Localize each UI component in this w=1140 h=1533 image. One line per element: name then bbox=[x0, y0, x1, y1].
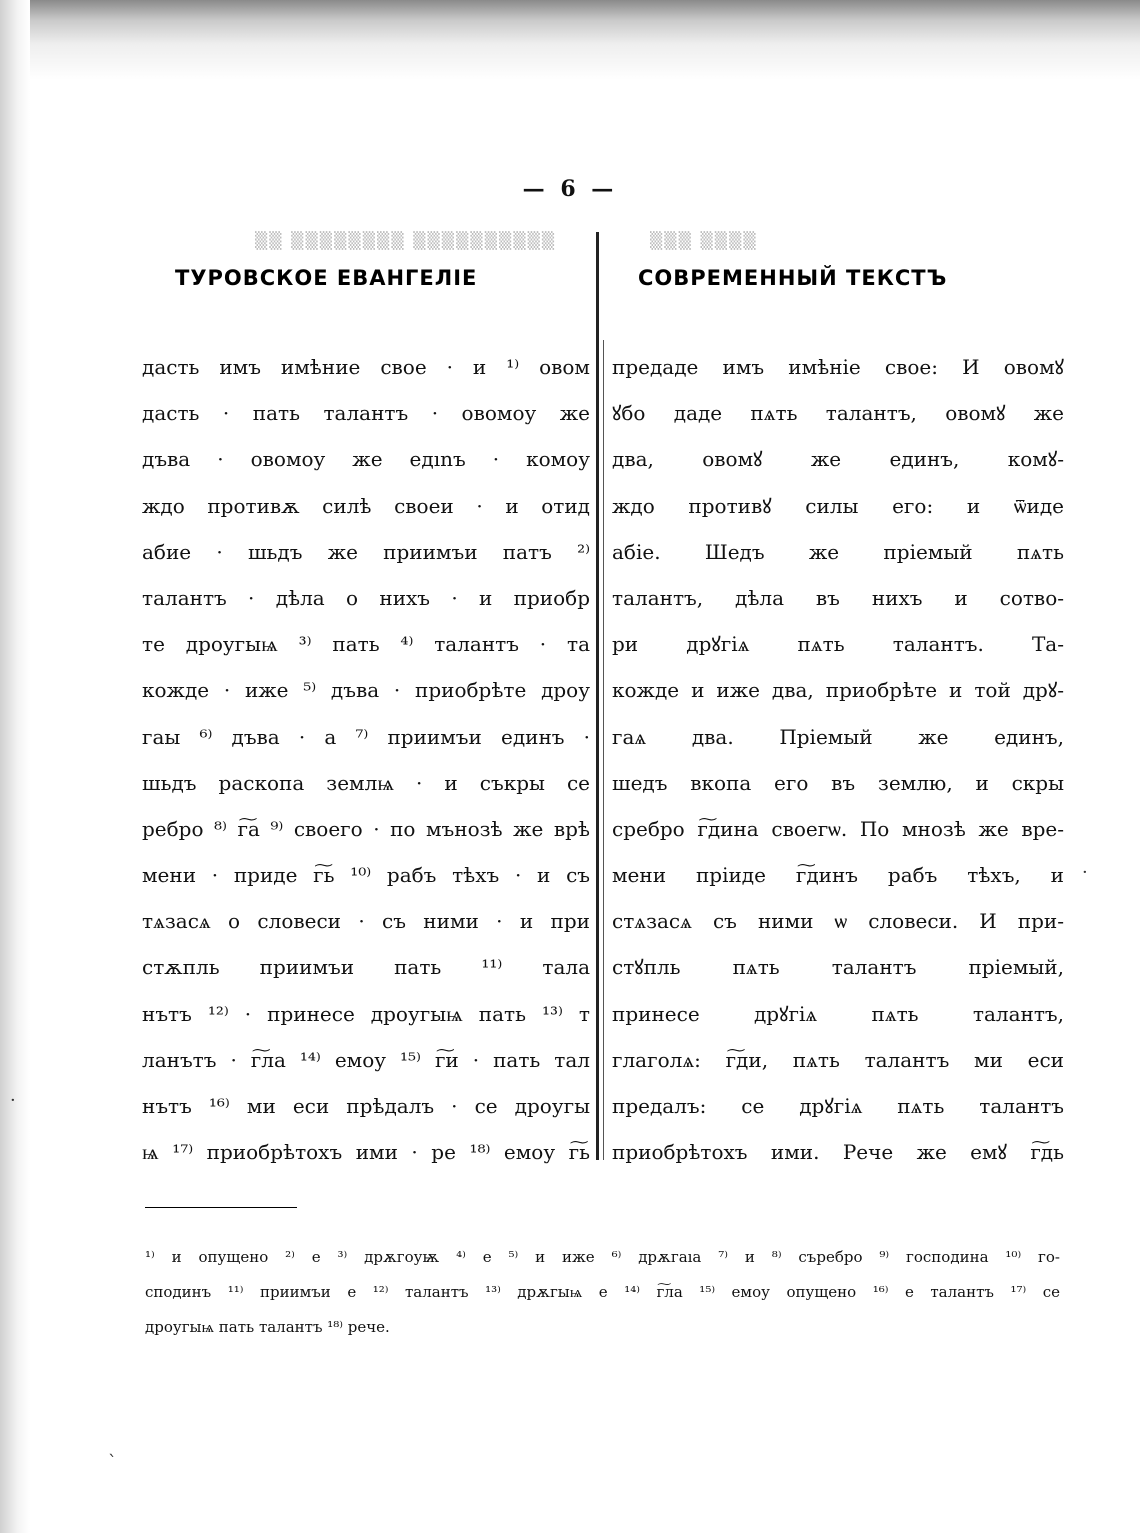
text-line: тѧзасѧ о словеси · съ ними · и при bbox=[142, 909, 590, 934]
footnote-line: ¹⁾ и опущено ²⁾ е ³⁾ дрѫгоуѭ ⁴⁾ е ⁵⁾ и иже ⁶⁾ дрѫгаıа ⁷⁾ и ⁸⁾ съребро ⁹⁾ господина ¹⁰⁾ го- bbox=[145, 1248, 1060, 1266]
text-line: шьдъ раскопа землѩ · и съкры се bbox=[142, 770, 590, 795]
text-line: мени · приде г͠ь ¹⁰⁾ рабъ тѣхъ · и съ bbox=[142, 863, 590, 888]
text-line: те дроугыѩ ³⁾ пать ⁴⁾ талантъ · та bbox=[142, 632, 590, 657]
footnote-rule bbox=[145, 1207, 297, 1208]
text-line: ꙋбо даде пѧть талантъ, овомꙋ же bbox=[612, 401, 1064, 426]
column-divider bbox=[596, 232, 599, 1160]
text-line: предалъ: се дрꙋгiѧ пѧть талантъ bbox=[612, 1094, 1064, 1118]
text-line: гаѧ два. Прiемый же единъ, bbox=[612, 724, 1064, 749]
text-line: абiе. Шедъ же прiемый пѧть bbox=[612, 539, 1064, 564]
text-line: нътъ ¹⁶⁾ ми еси прѣдалъ · се дроугы bbox=[142, 1094, 590, 1118]
text-line: мени прiиде г͠динъ рабъ тѣхъ, и bbox=[612, 863, 1064, 888]
scan-speck: ` bbox=[108, 1452, 117, 1473]
text-line: ланътъ · г͠ла ¹⁴⁾ емоу ¹⁵⁾ г͠и · пать тал bbox=[142, 1047, 590, 1072]
text-line: глаголѧ: г͠ди, пѧть талантъ ми еси bbox=[612, 1047, 1064, 1072]
scan-shadow-left bbox=[0, 0, 30, 1533]
text-line: гаы ⁶⁾ дъва · а ⁷⁾ приимъи единъ · bbox=[142, 724, 590, 749]
column-divider-thin bbox=[603, 340, 604, 1160]
text-line: предаде имъ имѣнiе свое: И овомꙋ bbox=[612, 355, 1064, 379]
text-line: стѧзасѧ съ ними ѡ словеси. И при- bbox=[612, 909, 1064, 934]
modern-text-column bbox=[612, 344, 1064, 1175]
text-line: кожде и иже два, приобрѣте и той дрꙋ- bbox=[612, 678, 1064, 703]
text-line: ребро ⁸⁾ г͠а ⁹⁾ своего · по мънозѣ же врѣ bbox=[142, 816, 590, 841]
text-line: шедъ вкопа его въ землю, и скры bbox=[612, 770, 1064, 795]
text-line: стѫпль приимъи пать ¹¹⁾ тала bbox=[142, 955, 590, 980]
footnotes bbox=[145, 1240, 1060, 1345]
scan-shadow-top bbox=[0, 0, 1140, 80]
text-line: нътъ ¹²⁾ · принесе дроугыѩ пать ¹³⁾ т bbox=[142, 1001, 590, 1026]
text-line: дасть · пать талантъ · овомоу же bbox=[142, 401, 590, 426]
text-line: ждо противѫ силѣ своеи · и отид bbox=[142, 493, 590, 518]
page-number: — 6 — bbox=[522, 176, 618, 202]
text-line: кожде · иже ⁵⁾ дъва · приобрѣте дроу bbox=[142, 678, 590, 703]
scan-speck: · bbox=[1082, 862, 1088, 883]
text-line: талантъ · дѣла о нихъ · и приобр bbox=[142, 585, 590, 610]
text-line: дъва · овомоу же едınъ · комоу bbox=[142, 447, 590, 472]
bleed-through-text: ▒▒ ▒▒▒▒▒▒▒▒ ▒▒▒▒▒▒▒▒▒▒ bbox=[255, 231, 557, 250]
text-line: сребро г͠дина своегѡ. По мнозѣ же вре- bbox=[612, 816, 1064, 841]
text-line: дасть имъ имѣние свое · и ¹⁾ овом bbox=[142, 355, 590, 379]
right-column-heading: СОВРЕМЕННЫЙ ТЕКСТЪ bbox=[638, 266, 948, 290]
text-line: ѩ ¹⁷⁾ приобрѣтохъ ими · ре ¹⁸⁾ емоу г͠ь bbox=[142, 1140, 590, 1165]
text-line: два, овомꙋ же единъ, комꙋ- bbox=[612, 447, 1064, 472]
text-line: талантъ, дѣла въ нихъ и сотво- bbox=[612, 585, 1064, 610]
text-line: принесе дрꙋгiѧ пѧть талантъ, bbox=[612, 1001, 1064, 1026]
text-line: ри дрꙋгiѧ пѧть талантъ. Та- bbox=[612, 632, 1064, 657]
text-line: приобрѣтохъ ими. Рече же емꙋ г͠дь bbox=[612, 1140, 1064, 1165]
text-line: абие · шьдъ же приимъи патъ ²⁾ bbox=[142, 539, 590, 564]
left-column-heading: ТУРОВСКОЕ ЕВАНГЕЛIЕ bbox=[175, 266, 478, 290]
bleed-through-text: ▒▒▒ ▒▒▒▒ bbox=[650, 231, 758, 250]
turov-gospel-column bbox=[142, 344, 590, 1175]
text-line: ждо противꙋ силы его: и ѿиде bbox=[612, 493, 1064, 518]
footnote-line: дроугыѩ пать талантъ ¹⁸⁾ рече. bbox=[145, 1318, 390, 1336]
scan-speck: · bbox=[10, 1090, 16, 1111]
footnote-line: сподинъ ¹¹⁾ приимъи е ¹²⁾ талантъ ¹³⁾ дрѫгыѩ е ¹⁴⁾ г͠ла ¹⁵⁾ емоу опущено ¹⁶⁾ е талантъ ¹⁷⁾ се bbox=[145, 1283, 1060, 1301]
text-line: стꙋпль пѧть талантъ прiемый, bbox=[612, 955, 1064, 980]
